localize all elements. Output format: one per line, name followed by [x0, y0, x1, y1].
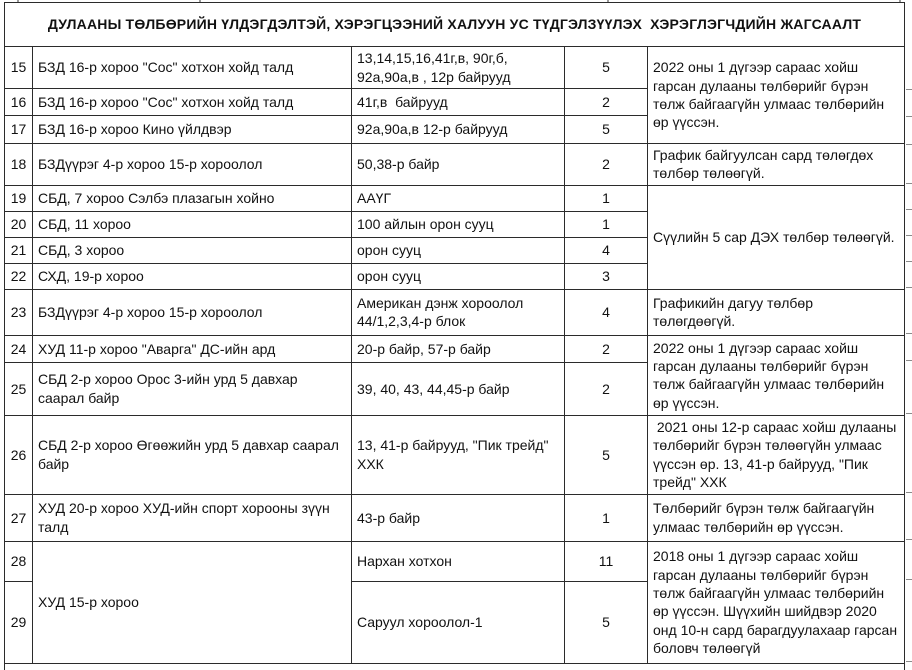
buildings-cell: 13, 41-р байрууд, "Пик трейд" ХХК	[352, 415, 565, 494]
count-cell: 2	[565, 335, 648, 362]
row-number: 18	[5, 144, 33, 186]
location-cell: БЗД 16-р хороо Кино үйлдвэр	[33, 116, 352, 144]
table-row-23	[5, 289, 905, 335]
note-cell: 2018 оны 1 дүгээр сараас хойш гарсан дулааны төлбөрийг бүрэн төлж байгаагүйн улмаас төлбөрийн өр үүссэн. Шүүхийн шийдвэр 2020 онд 10-н сард барагдуулахаар гарсан боловч төлөөгүй	[648, 541, 905, 663]
row-number: 25	[5, 362, 33, 415]
count-cell: 4	[565, 237, 648, 263]
count-cell: 5	[565, 415, 648, 494]
location-cell: СХД, 19-р хороо	[33, 263, 352, 289]
grid-remnant-tick	[906, 261, 912, 262]
table-row-18	[5, 144, 905, 186]
count-cell: 5	[565, 116, 648, 144]
location-cell: СБД 2-р хороо Өгөөжийн урд 5 давхар саарал байр	[33, 415, 352, 494]
buildings-cell: 92а,90а,в 12-р байрууд	[352, 116, 565, 144]
document-title: ДУЛААНЫ ТӨЛБӨРИЙН ҮЛДЭГДЭЛТЭЙ, ХЭРЭГЦЭЭНИЙ ХАЛУУН УС ТҮДГЭЛЗҮҮЛЭХ ХЭРЭГЛЭГЧДИЙН ЖАГСААЛТ	[5, 3, 905, 47]
note-cell: Сүүлийн 5 сар ДЭХ төлбөр төлөөгүй.	[648, 185, 905, 289]
buildings-cell: Американ дэнж хороолол 44/1,2,3,4-р блок	[352, 289, 565, 335]
grid-remnant-tick	[906, 492, 912, 493]
buildings-cell: 41г,в байрууд	[352, 89, 565, 116]
row-number: 20	[5, 211, 33, 237]
grid-remnant-tick	[906, 579, 912, 580]
row-number: 23	[5, 289, 33, 335]
count-cell: 11	[565, 541, 648, 581]
grid-remnant-tick	[906, 116, 912, 117]
note-cell: 2021 оны 12-р сараас хойш дулааны төлбөрийг бүрэн төлөөгүйн улмаас үүссэн өр. 13, 41-р байрууд, "Пик трейд" ХХК	[648, 415, 905, 494]
row-number: 17	[5, 116, 33, 144]
grid-remnant-tick	[906, 661, 912, 662]
grid-remnant-tick	[906, 360, 912, 361]
location-cell: ХУД 11-р хороо "Аварга" ДС-ийн ард	[33, 335, 352, 362]
row-number: 16	[5, 89, 33, 116]
count-cell: 5	[565, 47, 648, 89]
buildings-cell: 20-р байр, 57-р байр	[352, 335, 565, 362]
partial-next-row	[5, 663, 905, 670]
location-cell: БЗД 16-р хороо "Сос" хотхон хойд талд	[33, 47, 352, 89]
row-number: 19	[5, 185, 33, 211]
title-row	[5, 3, 905, 47]
grid-remnant-tick	[906, 89, 912, 90]
buildings-cell: 43-р байр	[352, 494, 565, 541]
count-cell: 2	[565, 362, 648, 415]
count-cell: 2	[565, 89, 648, 116]
partial-row-cell	[5, 663, 905, 670]
buildings-cell: 50,38-р байр	[352, 144, 565, 186]
buildings-cell: орон сууц	[352, 237, 565, 263]
location-cell: БЗДүүрэг 4-р хороо 15-р хороолол	[33, 289, 352, 335]
count-cell: 1	[565, 211, 648, 237]
buildings-cell: 39, 40, 43, 44,45-р байр	[352, 362, 565, 415]
row-number: 26	[5, 415, 33, 494]
count-cell: 1	[565, 494, 648, 541]
count-cell: 2	[565, 144, 648, 186]
grid-remnant-tick	[906, 209, 912, 210]
grid-remnant-tick	[906, 235, 912, 236]
buildings-cell: Нархан хотхон	[352, 541, 565, 581]
table-row-24	[5, 335, 905, 362]
table-row-28	[5, 541, 905, 581]
location-cell: ХУД 20-р хороо ХУД-ийн спорт хорооны зүүн талд	[33, 494, 352, 541]
note-cell: График байгуулсан сард төлөгдөх төлбөр төлөөгүй.	[648, 144, 905, 186]
note-cell: 2022 оны 1 дүгээр сараас хойш гарсан дулааны төлбөрийг бүрэн төлж байгаагүйн улмаас төлбөрийн өр үүссэн.	[648, 47, 905, 144]
row-number: 27	[5, 494, 33, 541]
location-cell: СБД, 3 хороо	[33, 237, 352, 263]
location-cell: СБД, 7 хороо Сэлбэ плазагын хойно	[33, 185, 352, 211]
note-cell: 2022 оны 1 дүгээр сараас хойш гарсан дулааны төлбөрийг бүрэн төлж байгаагүйн улмаас төлбөрийн өр үүссэн.	[648, 335, 905, 415]
row-number: 15	[5, 47, 33, 89]
location-cell: ХУД 15-р хороо	[33, 541, 352, 663]
payment-debtors-table	[4, 2, 905, 670]
count-cell: 5	[565, 581, 648, 663]
count-cell: 1	[565, 185, 648, 211]
count-cell: 3	[565, 263, 648, 289]
row-number: 22	[5, 263, 33, 289]
row-number: 21	[5, 237, 33, 263]
location-cell: БЗД 16-р хороо "Сос" хотхон хойд талд	[33, 89, 352, 116]
grid-remnant-tick	[906, 144, 912, 145]
buildings-cell: орон сууц	[352, 263, 565, 289]
row-number: 29	[5, 581, 33, 663]
location-cell: БЗДүүрэг 4-р хороо 15-р хороолол	[33, 144, 352, 186]
grid-remnant-tick	[906, 287, 912, 288]
count-cell: 4	[565, 289, 648, 335]
table-row-15	[5, 47, 905, 89]
location-cell: СБД 2-р хороо Орос 3-ийн урд 5 давхар саарал байр	[33, 362, 352, 415]
grid-remnant-tick	[906, 333, 912, 334]
grid-remnant-tick	[906, 413, 912, 414]
table-row-26	[5, 415, 905, 494]
buildings-cell: 100 айлын орон сууц	[352, 211, 565, 237]
note-cell: Графикийн дагуу төлбөр төлөгдөөгүй.	[648, 289, 905, 335]
note-cell: Төлбөрийг бүрэн төлж байгаагүйн улмаас төлбөрийн өр үүссэн.	[648, 494, 905, 541]
table-row-27	[5, 494, 905, 541]
row-number: 24	[5, 335, 33, 362]
location-cell: СБД, 11 хороо	[33, 211, 352, 237]
buildings-cell: 13,14,15,16,41г,в, 90г,б, 92а,90а,в , 12р байрууд	[352, 47, 565, 89]
grid-remnant-tick	[906, 539, 912, 540]
buildings-cell: Саруул хороолол-1	[352, 581, 565, 663]
row-number: 28	[5, 541, 33, 581]
buildings-cell: ААҮГ	[352, 185, 565, 211]
table-row-19	[5, 185, 905, 211]
grid-remnant-tick	[906, 183, 912, 184]
